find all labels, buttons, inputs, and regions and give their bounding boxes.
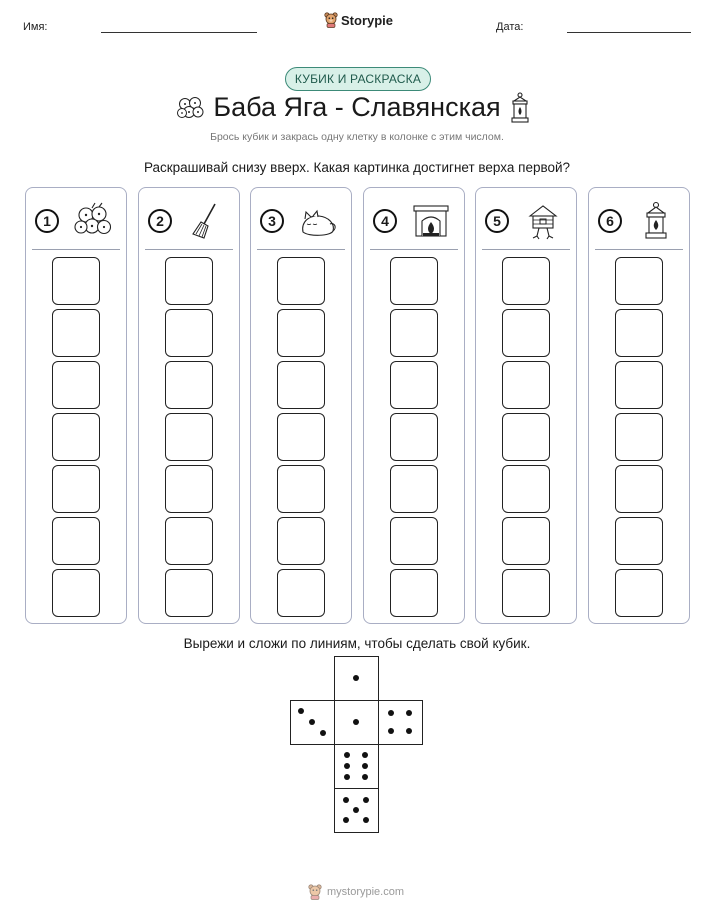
color-cell[interactable] — [615, 413, 663, 461]
lantern-icon — [509, 92, 531, 124]
color-cell[interactable] — [390, 309, 438, 357]
color-cell[interactable] — [165, 465, 213, 513]
color-cell[interactable] — [277, 569, 325, 617]
color-cell[interactable] — [502, 361, 550, 409]
dice-face — [290, 700, 335, 745]
column-number: 2 — [148, 209, 172, 233]
dice-pip — [362, 763, 368, 769]
column-divider — [257, 249, 345, 250]
color-cell[interactable] — [165, 517, 213, 565]
stove-icon — [410, 200, 452, 242]
column-divider — [370, 249, 458, 250]
color-cell[interactable] — [277, 517, 325, 565]
column-4 — [363, 187, 465, 624]
dice-pip — [298, 708, 304, 714]
column-2 — [138, 187, 240, 624]
color-cell[interactable] — [502, 413, 550, 461]
date-label: Дата: — [496, 21, 524, 33]
dice-pip — [309, 719, 315, 725]
color-cell[interactable] — [615, 361, 663, 409]
color-cell[interactable] — [390, 465, 438, 513]
instruction: Раскрашивай снизу вверх. Какая картинка достигнет верха первой? — [143, 160, 571, 175]
dice-face — [334, 744, 379, 789]
column-divider — [32, 249, 120, 250]
dice-face — [334, 656, 379, 701]
color-cell[interactable] — [502, 465, 550, 513]
column-3 — [250, 187, 352, 624]
name-label: Имя: — [23, 21, 48, 33]
broom-icon — [185, 200, 227, 242]
color-cell[interactable] — [615, 465, 663, 513]
dice-pip — [344, 752, 350, 758]
berries-icon — [72, 200, 114, 242]
color-cell[interactable] — [52, 413, 100, 461]
berries-icon — [176, 94, 206, 122]
dice-pip — [406, 710, 412, 716]
dice-pip — [343, 797, 349, 803]
dice-face — [334, 700, 379, 745]
cut-instruction: Вырежи и сложи по линиям, чтобы сделать свой кубик. — [183, 636, 531, 651]
color-cell[interactable] — [52, 361, 100, 409]
dice-pip — [363, 797, 369, 803]
color-cell[interactable] — [52, 309, 100, 357]
hut-on-chicken-legs-icon — [522, 200, 564, 242]
color-cell[interactable] — [277, 465, 325, 513]
page-title: Баба Яга - Славянская — [213, 92, 501, 122]
column-1 — [25, 187, 127, 624]
column-divider — [145, 249, 233, 250]
color-cell[interactable] — [165, 309, 213, 357]
dice-pip — [353, 807, 359, 813]
color-cell[interactable] — [502, 569, 550, 617]
color-cell[interactable] — [502, 517, 550, 565]
color-cell[interactable] — [52, 465, 100, 513]
color-cell[interactable] — [615, 569, 663, 617]
subtitle: Брось кубик и закрась одну клетку в колонке с этим числом. — [210, 131, 504, 143]
column-number: 3 — [260, 209, 284, 233]
color-cell[interactable] — [390, 517, 438, 565]
brand-logo — [324, 12, 393, 28]
dice-pip — [344, 774, 350, 780]
activity-badge: КУБИК И РАСКРАСКА — [285, 67, 431, 91]
name-line[interactable] — [101, 32, 257, 33]
column-5 — [475, 187, 577, 624]
color-cell[interactable] — [615, 517, 663, 565]
dice-pip — [388, 710, 394, 716]
column-number: 4 — [373, 209, 397, 233]
color-cell[interactable] — [615, 257, 663, 305]
color-cell[interactable] — [277, 257, 325, 305]
column-number: 5 — [485, 209, 509, 233]
color-cell[interactable] — [390, 257, 438, 305]
color-cell[interactable] — [52, 517, 100, 565]
color-cell[interactable] — [165, 569, 213, 617]
color-cell[interactable] — [390, 361, 438, 409]
color-cell[interactable] — [615, 309, 663, 357]
dice-pip — [353, 675, 359, 681]
color-cell[interactable] — [165, 257, 213, 305]
bear-mascot-icon — [308, 884, 322, 900]
column-6 — [588, 187, 690, 624]
dice-pip — [320, 730, 326, 736]
color-cell[interactable] — [390, 413, 438, 461]
brand-name: Storypie — [341, 12, 394, 28]
bear-mascot-icon — [324, 12, 338, 28]
color-cell[interactable] — [165, 413, 213, 461]
sleeping-cat-icon — [297, 200, 339, 242]
column-number: 6 — [598, 209, 622, 233]
footer-url[interactable]: mystorypie.com — [327, 886, 405, 898]
date-line[interactable] — [567, 32, 691, 33]
dice-pip — [362, 752, 368, 758]
dice-pip — [388, 728, 394, 734]
color-cell[interactable] — [277, 361, 325, 409]
dice-face — [334, 788, 379, 833]
color-cell[interactable] — [52, 569, 100, 617]
color-cell[interactable] — [52, 257, 100, 305]
color-cell[interactable] — [277, 413, 325, 461]
column-divider — [595, 249, 683, 250]
dice-pip — [406, 728, 412, 734]
dice-pip — [343, 817, 349, 823]
dice-pip — [363, 817, 369, 823]
dice-pip — [353, 719, 359, 725]
dice-pip — [362, 774, 368, 780]
color-cell[interactable] — [390, 569, 438, 617]
dice-pip — [344, 763, 350, 769]
dice-face — [378, 700, 423, 745]
color-cell[interactable] — [277, 309, 325, 357]
color-cell[interactable] — [165, 361, 213, 409]
column-divider — [482, 249, 570, 250]
color-cell[interactable] — [502, 309, 550, 357]
color-cell[interactable] — [502, 257, 550, 305]
lantern-icon — [635, 200, 677, 242]
column-number: 1 — [35, 209, 59, 233]
footer — [308, 884, 404, 900]
